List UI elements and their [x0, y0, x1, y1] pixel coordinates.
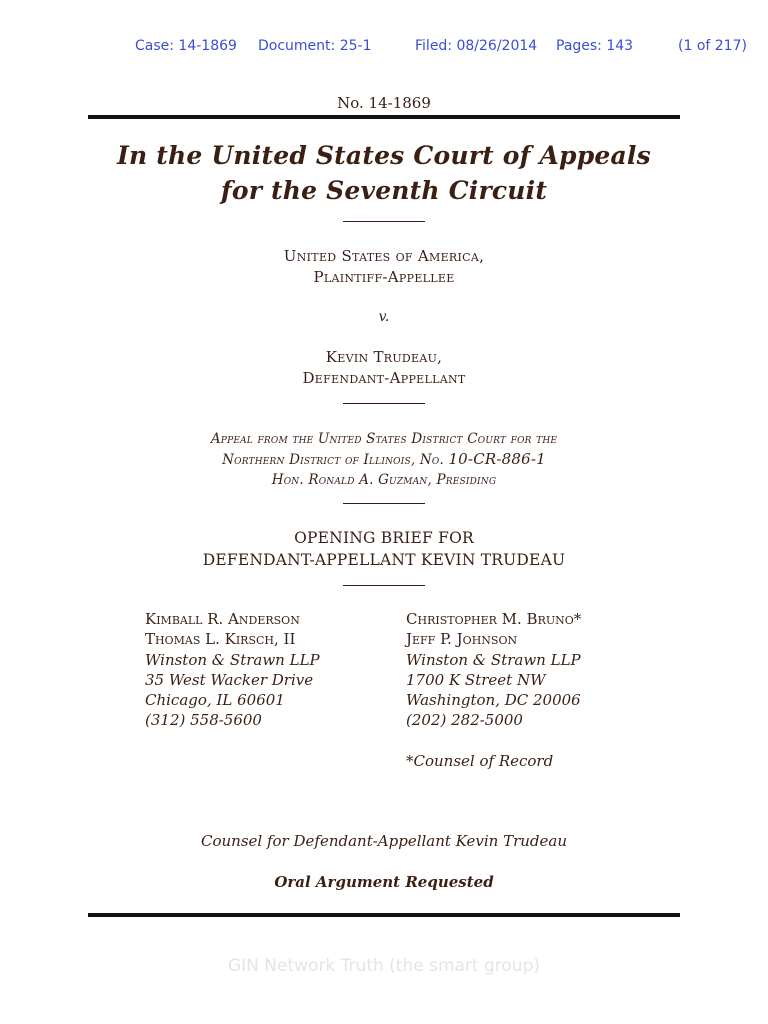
counsel-for-line: Counsel for Defendant-Appellant Kevin Trudeau: [201, 832, 567, 850]
versus: v.: [378, 309, 390, 325]
divider: [343, 503, 425, 504]
top-rule: [88, 115, 680, 119]
counsel-right: [406, 609, 581, 771]
counsel-left: [145, 609, 320, 731]
law-firm: Winston & Strawn LLP: [145, 650, 320, 669]
court-title: [0, 138, 768, 208]
law-firm: Winston & Strawn LLP: [406, 650, 581, 669]
city-state-zip: Chicago, IL 60601: [145, 691, 285, 710]
plaintiff-name: United States of America,: [283, 247, 485, 265]
brief-title: [0, 527, 768, 571]
plaintiff-block: [0, 246, 768, 288]
divider: [343, 585, 425, 586]
defendant-name: Kevin Trudeau,: [325, 348, 443, 366]
case-number: Case: 14-1869: [135, 38, 237, 54]
ecf-header: [0, 38, 768, 56]
brief-title-line2: DEFENDANT-APPELLANT KEVIN TRUDEAU: [202, 551, 566, 569]
attorney-name: Kimball R. Anderson: [145, 610, 300, 628]
spacer: [406, 731, 581, 751]
docket-number: No. 14-1869: [337, 94, 431, 112]
attorney-name: Christopher M. Bruno*: [406, 610, 582, 628]
appeal-line2: [0, 449, 768, 470]
court-title-line1: In the United States Court of Appeals: [117, 141, 651, 170]
appeal-block: [0, 429, 768, 490]
appeal-line1: Appeal from the United States District Court for the: [210, 431, 558, 447]
attorney-name: Jeff P. Johnson: [406, 630, 518, 649]
divider: [343, 221, 425, 222]
bottom-rule: [88, 913, 680, 917]
court-title-line2: for the Seventh Circuit: [220, 176, 548, 205]
defendant-role: Defendant-Appellant: [302, 369, 466, 387]
filed-date: Filed: 08/26/2014: [415, 38, 538, 54]
defendant-block: [0, 347, 768, 389]
street-address: 1700 K Street NW: [406, 670, 546, 689]
document-number: Document: 25-1: [258, 38, 372, 54]
phone-number: (312) 558-5600: [145, 711, 262, 730]
district-case-number: 10-CR-886-1: [448, 450, 546, 468]
counsel-of-record-note: *Counsel of Record: [406, 752, 554, 771]
appeal-line3: Hon. Ronald A. Guzman, Presiding: [271, 472, 497, 488]
attorney-name: Thomas L. Kirsch, II: [145, 630, 296, 649]
plaintiff-role: Plaintiff-Appellee: [313, 268, 455, 286]
street-address: 35 West Wacker Drive: [145, 670, 314, 689]
phone-number: (202) 282-5000: [406, 711, 523, 730]
divider: [343, 403, 425, 404]
appeal-line2-text: Northern District of Illinois, No.: [222, 452, 449, 468]
page-indicator: (1 of 217): [678, 38, 747, 54]
oral-argument-requested: Oral Argument Requested: [274, 873, 494, 891]
brief-title-line1: OPENING BRIEF FOR: [294, 529, 474, 547]
page-count: Pages: 143: [556, 38, 634, 54]
watermark: GIN Network Truth (the smart group): [227, 956, 541, 976]
city-state-zip: Washington, DC 20006: [406, 691, 581, 710]
